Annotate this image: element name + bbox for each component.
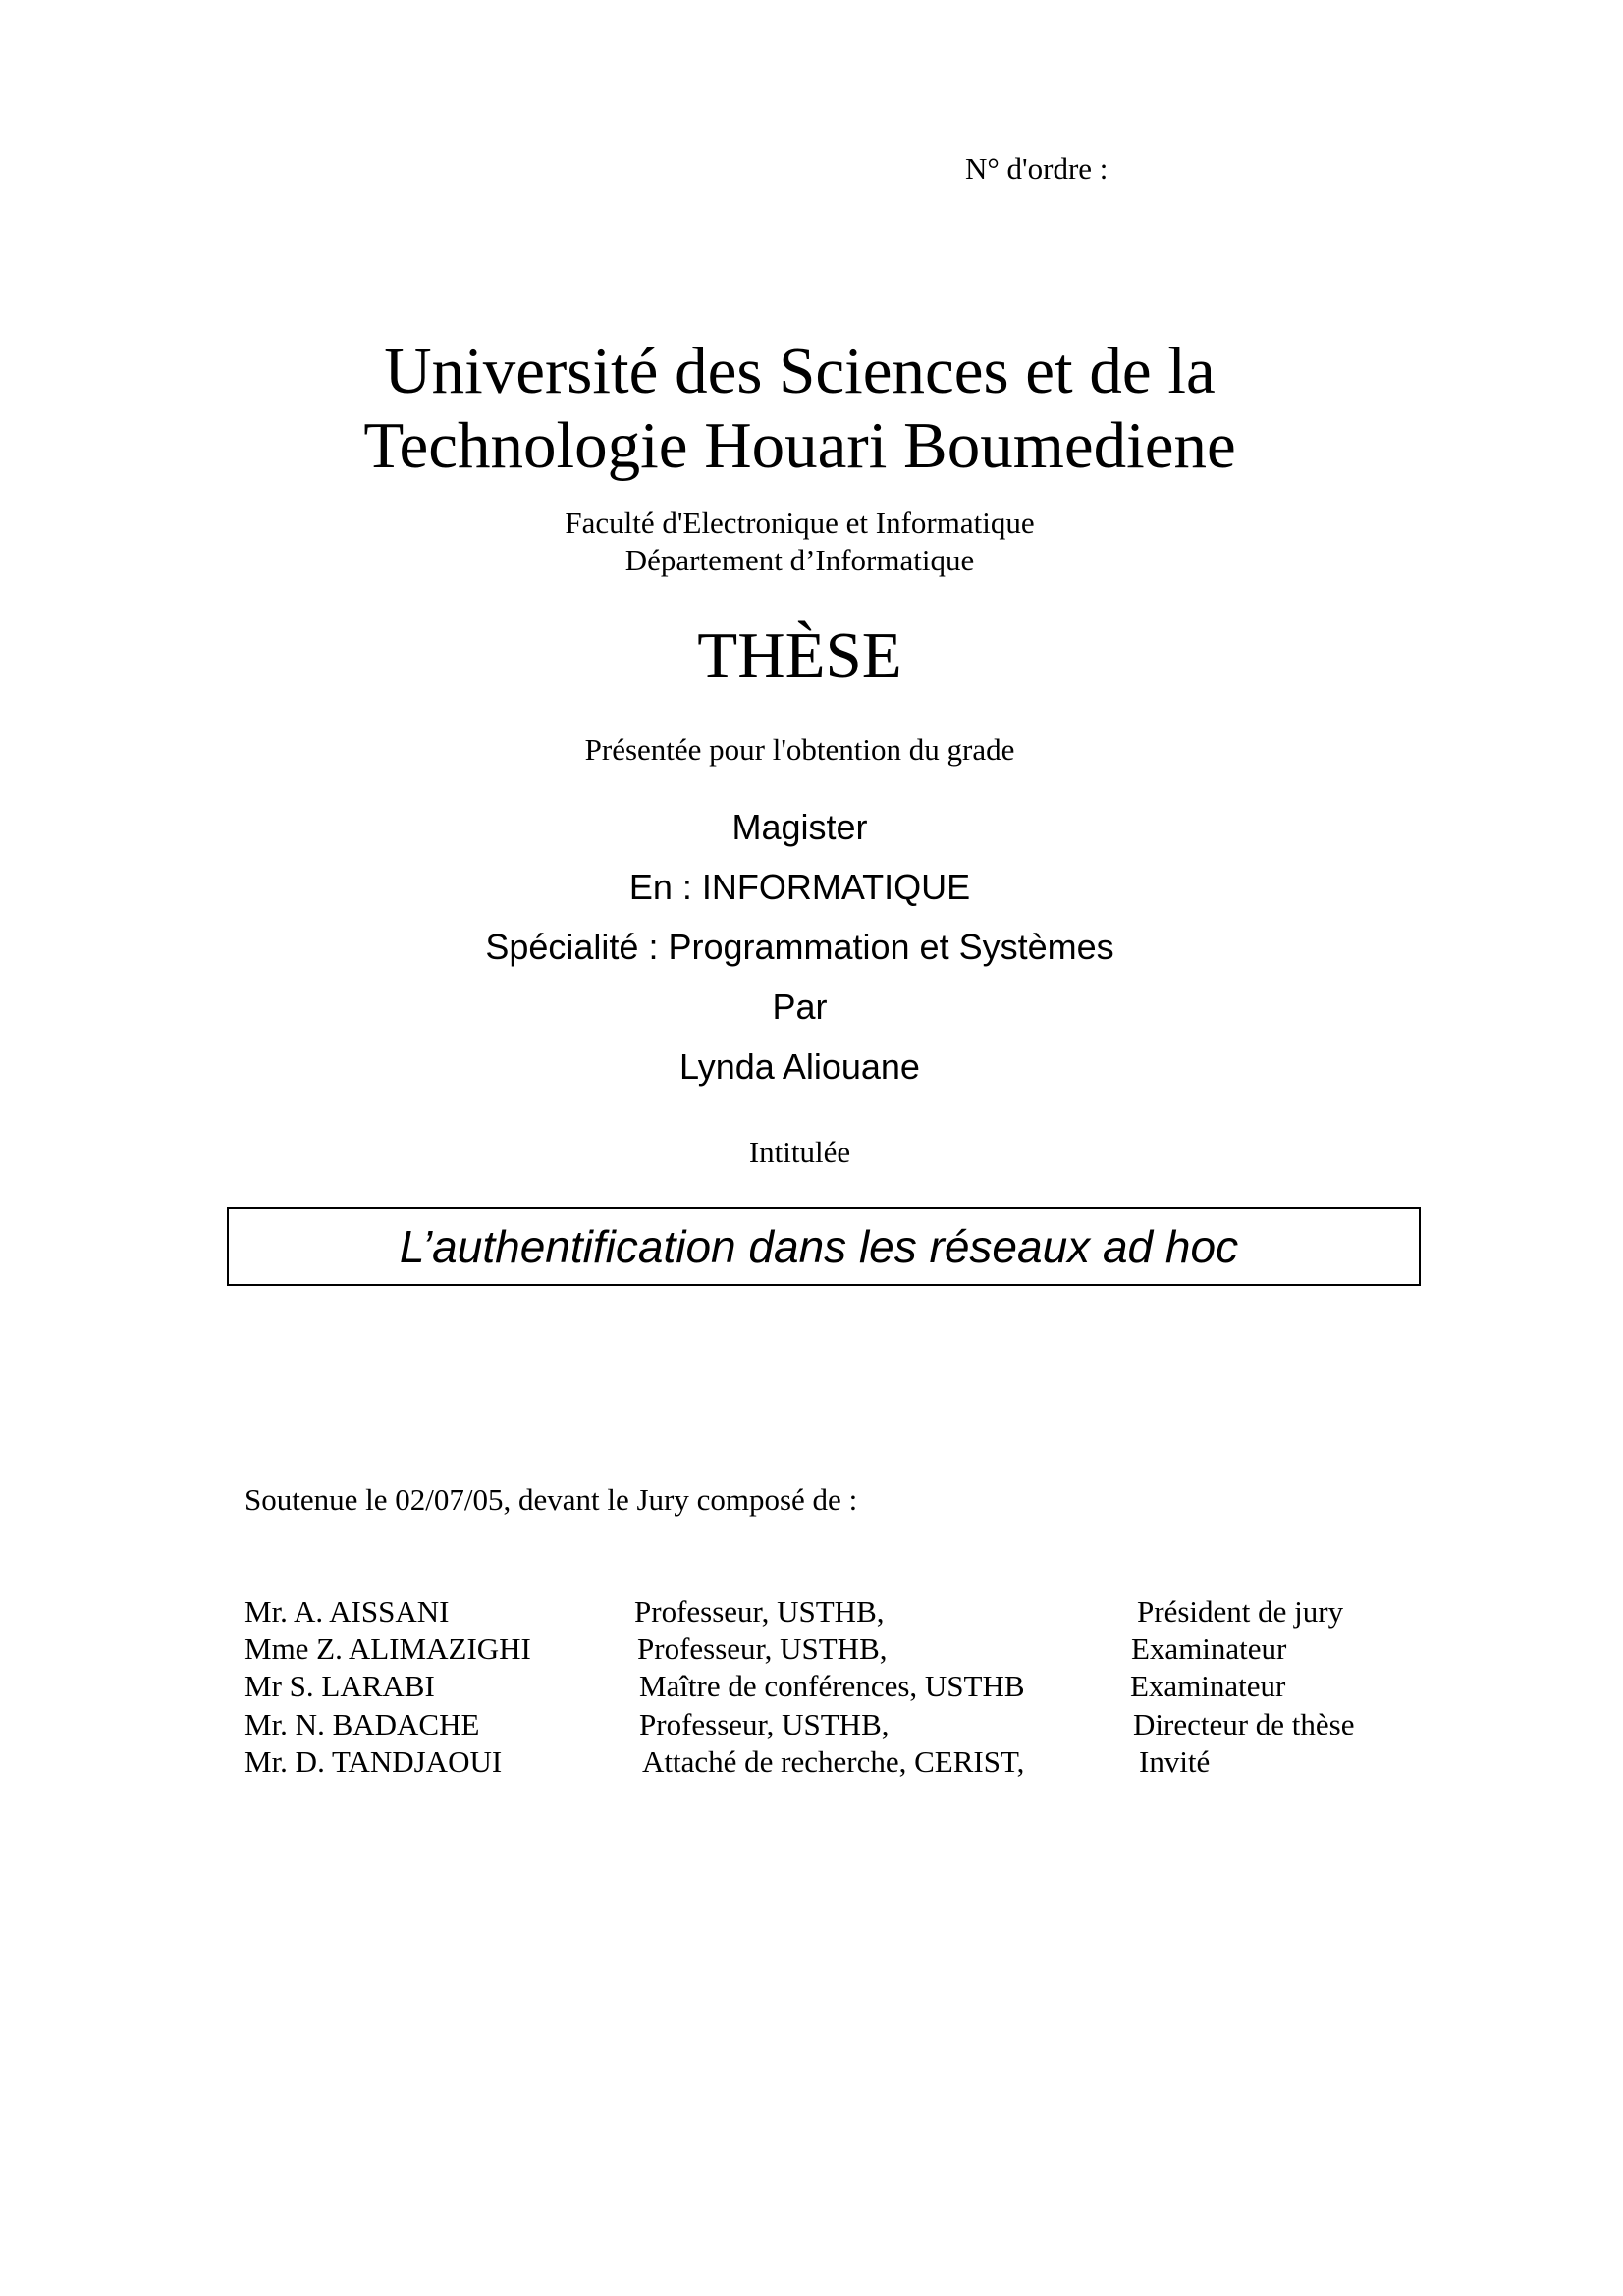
jury-member-name: Mr. D. TANDJAOUI: [244, 1744, 503, 1779]
jury-member-name: Mme Z. ALIMAZIGHI: [244, 1631, 531, 1666]
jury-row: [0, 1631, 1623, 1669]
jury-member-name: Mr S. LARABI: [244, 1669, 435, 1703]
faculty-name: Faculté d'Electronique et Informatique: [565, 506, 1035, 540]
university-name-line-2: Technologie Houari Boumediene: [363, 409, 1236, 482]
thesis-title-box: [227, 1207, 1421, 1286]
order-number-label: N° d'ordre :: [965, 151, 1109, 186]
degree-name: Magister: [731, 807, 868, 847]
speciality: Spécialité : Programmation et Systèmes: [485, 927, 1114, 967]
jury-member-role: Directeur de thèse: [1133, 1707, 1355, 1741]
document-type-heading: THÈSE: [697, 619, 902, 692]
defense-statement: Soutenue le 02/07/05, devant le Jury composé de :: [244, 1482, 858, 1517]
jury-row: [0, 1744, 1623, 1782]
jury-member-title: Professeur, USTHB,: [637, 1631, 888, 1666]
jury-member-title: Attaché de recherche, CERIST,: [642, 1744, 1025, 1779]
jury-member-role: Examinateur: [1131, 1631, 1287, 1666]
field-of-study: En : INFORMATIQUE: [628, 867, 971, 907]
jury-row: [0, 1707, 1623, 1744]
university-name-line-1: Université des Sciences et de la: [384, 335, 1216, 407]
jury-member-name: Mr. N. BADACHE: [244, 1707, 480, 1741]
author-name: Lynda Aliouane: [679, 1046, 920, 1087]
titled-label: Intitulée: [748, 1135, 851, 1169]
jury-member-name: Mr. A. AISSANI: [244, 1594, 450, 1629]
jury-member-title: Professeur, USTHB,: [639, 1707, 890, 1741]
jury-member-role: Invité: [1139, 1744, 1211, 1779]
jury-member-title: Professeur, USTHB,: [634, 1594, 885, 1629]
jury-member-title: Maître de conférences, USTHB: [639, 1669, 1025, 1703]
by-label: Par: [772, 987, 828, 1027]
thesis-title: L’authentification dans les réseaux ad hoc: [399, 1221, 1239, 1272]
jury-row: [0, 1594, 1623, 1631]
presented-for-text: Présentée pour l'obtention du grade: [584, 732, 1015, 767]
jury-member-role: Président de jury: [1137, 1594, 1344, 1629]
jury-row: [0, 1669, 1623, 1706]
department-name: Département d’Informatique: [624, 543, 975, 577]
jury-member-role: Examinateur: [1130, 1669, 1286, 1703]
